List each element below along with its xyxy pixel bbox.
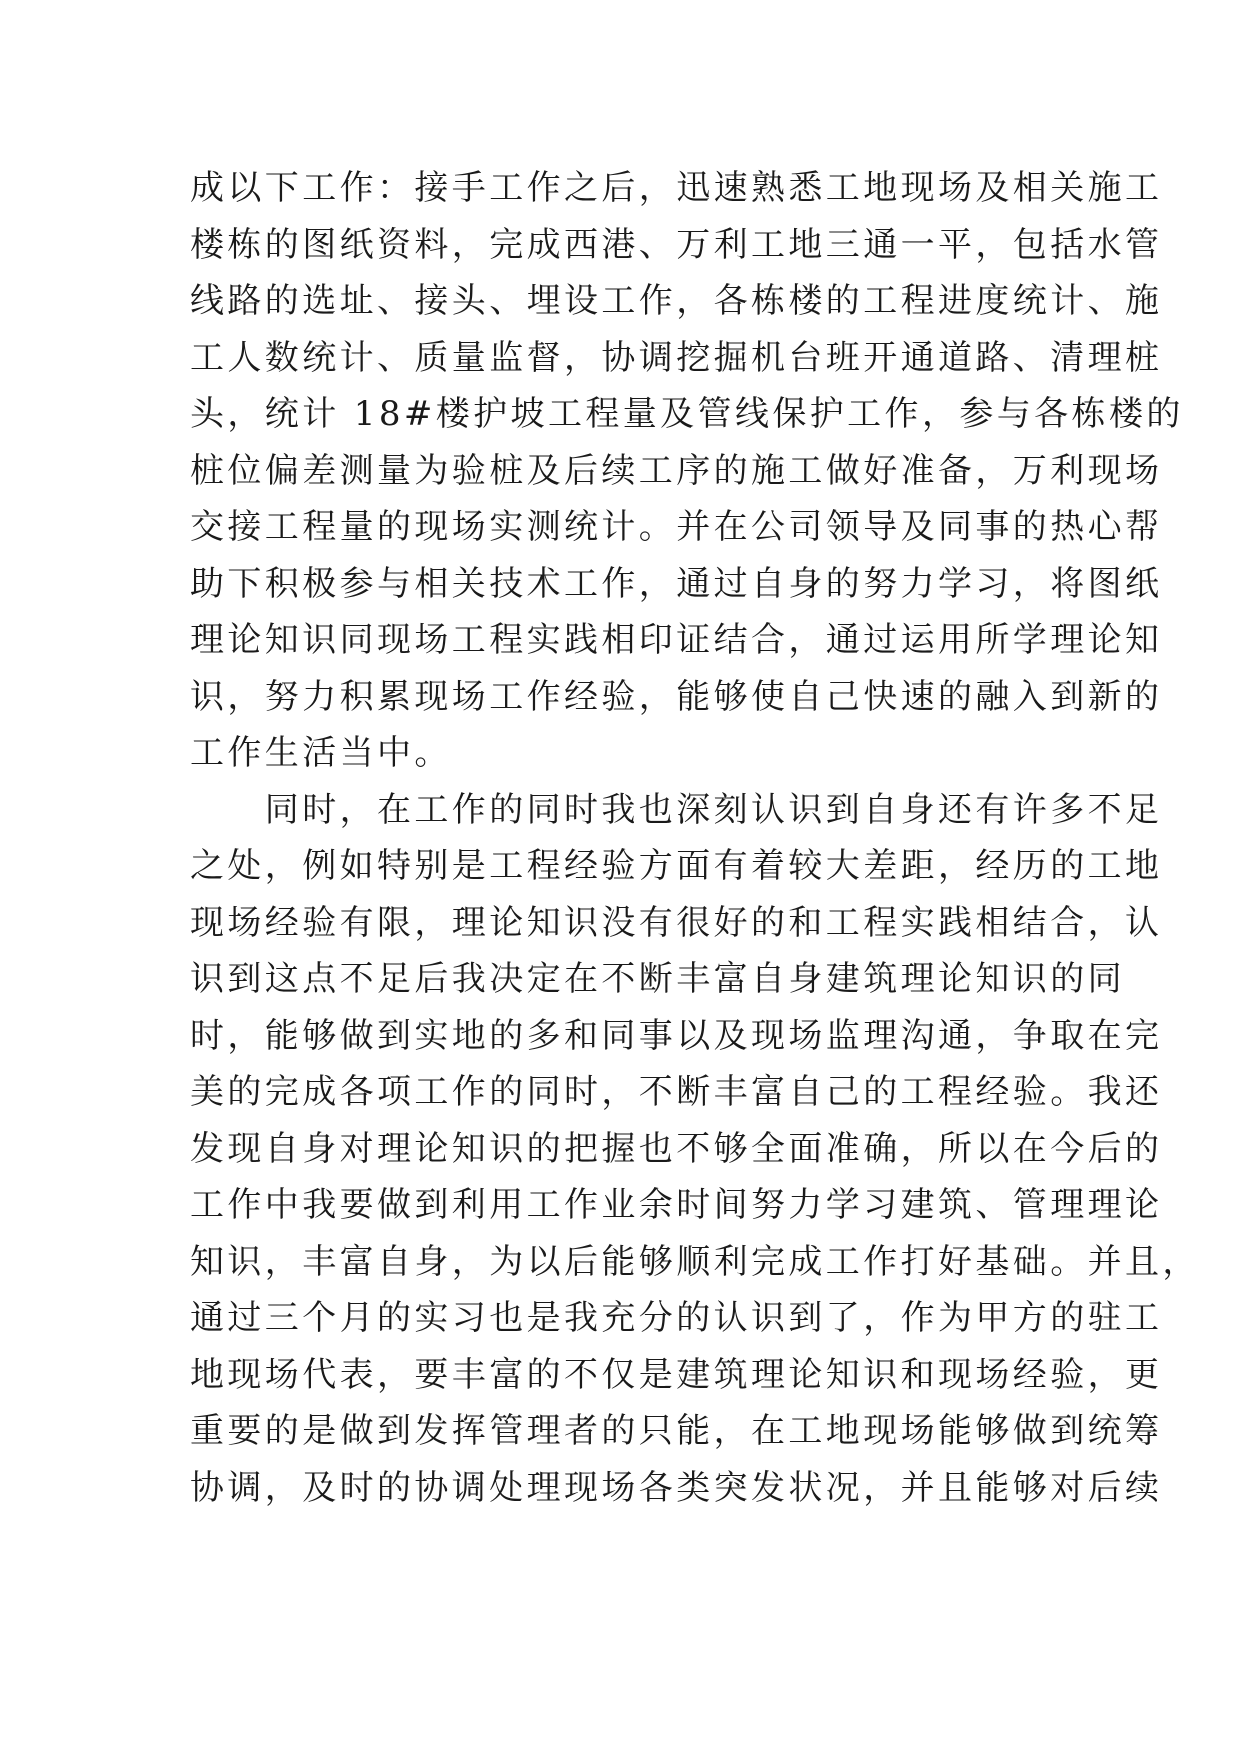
text-line: 工作生活当中。 — [190, 733, 452, 773]
text-line: 识，努力积累现场工作经验，能够使自己快速的融入到新的 — [190, 676, 1163, 717]
text-line: 工人数统计、质量监督，协调挖掘机台班开通道路、清理桩 — [190, 337, 1163, 378]
text-line: 交接工程量的现场实测统计。并在公司领导及同事的热心帮 — [190, 507, 1163, 547]
text-line: 协调，及时的协调处理现场各类突发状况，并且能够对后续 — [190, 1467, 1163, 1508]
text-line: 之处，例如特别是工程经验方面有着较大差距，经历的工地 — [190, 846, 1163, 886]
text-line: 现场经验有限，理论知识没有很好的和工程实践相结合，认 — [190, 902, 1163, 943]
text-line: 楼栋的图纸资料，完成西港、万利工地三通一平，包括水管 — [190, 224, 1163, 265]
text-line: 发现自身对理论知识的把握也不够全面准确，所以在今后的 — [190, 1128, 1163, 1169]
text-line: 地现场代表，要丰富的不仅是建筑理论知识和现场经验，更 — [190, 1354, 1163, 1395]
text-line: 通过三个月的实习也是我充分的认识到了，作为甲方的驻工 — [190, 1298, 1163, 1338]
text-line: 工作中我要做到利用工作业余时间努力学习建筑、管理理论 — [190, 1185, 1163, 1225]
text-line: 助下积极参与相关技术工作，通过自身的努力学习，将图纸 — [190, 563, 1163, 604]
text-line: 美的完成各项工作的同时，不断丰富自己的工程经验。我还 — [190, 1072, 1163, 1112]
text-line: 头，统计 18#楼护坡工程量及管线保护工作，参与各栋楼的 — [190, 394, 1184, 434]
body-text — [190, 160, 1200, 1516]
text-line: 线路的选址、接头、埋设工作，各栋楼的工程进度统计、施 — [190, 281, 1163, 321]
text-line: 重要的是做到发挥管理者的只能，在工地现场能够做到统筹 — [190, 1411, 1163, 1451]
text-line: 成以下工作：接手工作之后，迅速熟悉工地现场及相关施工 — [190, 168, 1163, 208]
text-line: 同时，在工作的同时我也深刻认识到自身还有许多不足 — [190, 789, 1163, 830]
text-line: 理论知识同现场工程实践相印证结合，通过运用所学理论知 — [190, 620, 1163, 660]
text-line: 时，能够做到实地的多和同事以及现场监理沟通，争取在完 — [190, 1015, 1163, 1056]
text-line: 识到这点不足后我决定在不断丰富自身建筑理论知识的同 — [190, 959, 1125, 999]
text-line: 桩位偏差测量为验桩及后续工序的施工做好准备，万利现场 — [190, 450, 1163, 491]
text-line: 知识，丰富自身，为以后能够顺利完成工作打好基础。并且， — [190, 1241, 1200, 1282]
